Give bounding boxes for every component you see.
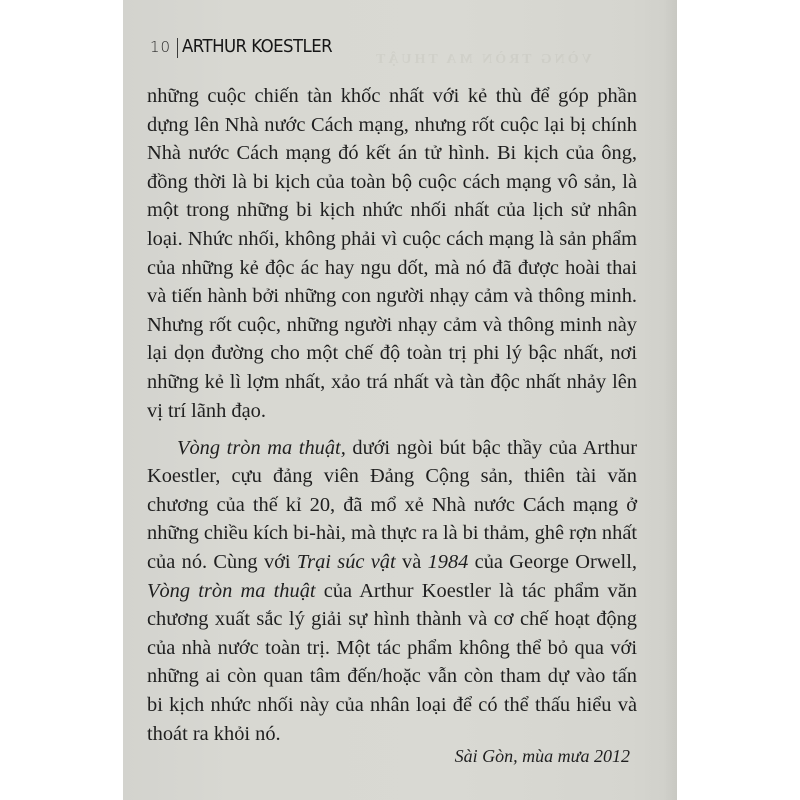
text-run: chương của thế kỉ 20, đã mổ xẻ Nhà nước Cách mạng ở xyxy=(147,493,637,516)
text-run: dựng lên Nhà nước Cách mạng, nhưng rốt cuộc lại bị chính xyxy=(147,113,637,136)
text-line xyxy=(147,462,637,491)
text-line xyxy=(147,311,637,340)
text-run: loại. Nhức nhối, không phải vì cuộc cách mạng là sản phẩm xyxy=(147,227,637,250)
body-text xyxy=(147,82,637,748)
text-line xyxy=(147,368,637,397)
text-run: Nhưng rốt cuộc, những người nhạy cảm và thông minh này xyxy=(147,313,637,336)
text-run: và tiến hành bởi những con người nhạy cảm và thông minh. xyxy=(147,285,637,308)
text-run: vị trí lãnh đạo. xyxy=(147,399,266,422)
text-line xyxy=(147,634,637,663)
text-run: đồng thời là bi kịch của toàn bộ cuộc cách mạng vô sản, là xyxy=(147,170,637,193)
text-line xyxy=(147,82,637,111)
paragraph xyxy=(147,82,637,425)
italic-title: Trại súc vật xyxy=(296,551,396,573)
text-line xyxy=(147,519,637,548)
text-run: của Arthur Koestler là tác phẩm văn xyxy=(315,579,637,602)
text-run: của nhà nước toàn trị. Một tác phẩm không thể bỏ qua với xyxy=(147,636,637,659)
text-line xyxy=(147,662,637,691)
text-line xyxy=(147,434,637,463)
text-run: những kẻ lì lợm nhất, xảo trá nhất và tàn độc nhất nhảy lên xyxy=(147,370,637,393)
page-number: 10 xyxy=(150,38,172,56)
bleed-through-heading: VÒNG TRÒN MA THUẬT xyxy=(373,52,592,67)
text-line xyxy=(147,720,637,749)
text-run: lại dọn đường cho một chế độ toàn trị phi lý bậc nhất, nơi xyxy=(147,342,637,365)
text-line xyxy=(147,491,637,520)
text-run: chương xuất sắc lý giải sự hình thành và cơ chế hoạt động xyxy=(147,608,637,631)
text-run: của những kẻ độc ác hay ngu dốt, mà nó đã được hoài thai xyxy=(147,256,637,279)
text-run: những ai còn quan tâm đến/hoặc vẫn còn tham dự vào tấn xyxy=(147,665,637,688)
text-run: thoát ra khỏi nó. xyxy=(147,722,281,745)
running-head-divider xyxy=(177,38,178,58)
text-line xyxy=(147,577,637,606)
italic-title: 1984 xyxy=(427,551,469,573)
signature-place-date: Sài Gòn, mùa mưa 2012 xyxy=(454,746,630,766)
text-line xyxy=(147,225,637,254)
text-run: Nhà nước Cách mạng đó kết án tử hình. Bi kịch của ông, xyxy=(147,142,637,165)
paragraph xyxy=(147,434,637,749)
book-page xyxy=(123,0,677,800)
running-head-author: ARTHUR KOESTLER xyxy=(182,36,333,57)
text-line xyxy=(147,139,637,168)
text-line xyxy=(147,282,637,311)
text-run: và xyxy=(395,551,428,573)
text-run: của nó. Cùng với xyxy=(147,551,297,573)
text-run: dưới ngòi bút bậc thầy của Arthur xyxy=(345,436,637,459)
running-head xyxy=(150,36,345,60)
text-line xyxy=(147,548,637,577)
italic-title: Vòng tròn ma thuật xyxy=(147,579,316,602)
text-run: bi kịch nhức nhối này của nhân loại để có thể thấu hiểu và xyxy=(147,693,637,716)
text-line xyxy=(147,605,637,634)
text-run: những cuộc chiến tàn khốc nhất với kẻ thù để góp phần xyxy=(147,85,637,107)
text-line xyxy=(147,339,637,368)
text-run: những chiều kích bi-hài, mà thực ra là bi thảm, ghê rợn nhất xyxy=(147,522,638,545)
text-line xyxy=(147,397,637,426)
text-line xyxy=(147,691,637,720)
italic-title: Vòng tròn ma thuật, xyxy=(177,436,346,459)
text-line xyxy=(147,111,637,140)
text-line xyxy=(147,196,637,225)
text-line xyxy=(147,254,637,283)
text-run: của George Orwell, xyxy=(468,551,637,573)
text-run: một trong những bi kịch nhức nhối nhất của lịch sử nhân xyxy=(147,199,637,222)
text-line xyxy=(147,168,637,197)
text-run: Koestler, cựu đảng viên Đảng Cộng sản, thiên tài văn xyxy=(147,465,637,488)
